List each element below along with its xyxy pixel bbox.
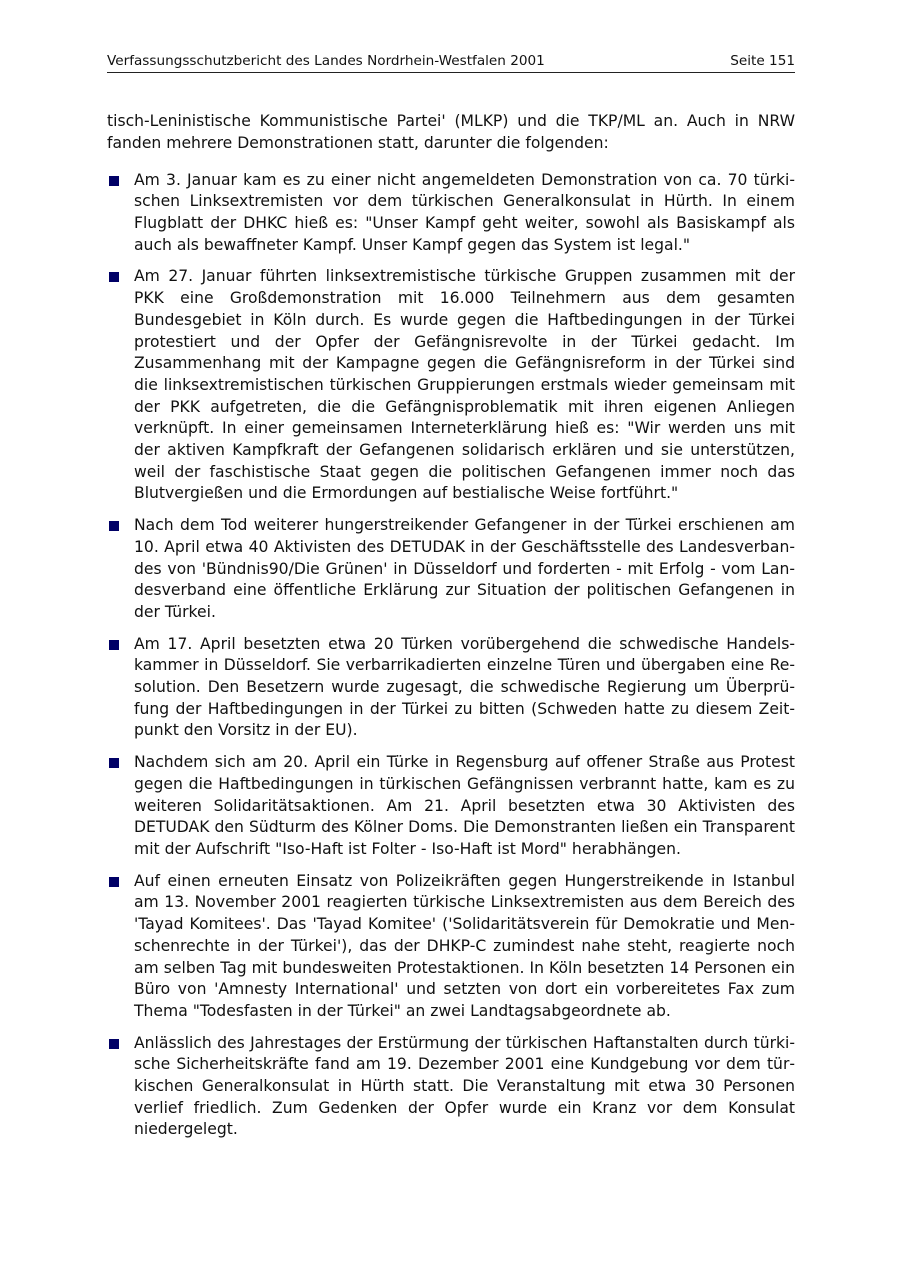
header-title: Verfassungsschutzbericht des Landes Nordrhein-Westfalen 2001 — [107, 53, 545, 69]
event-list — [107, 170, 795, 1142]
list-item-text: Anlässlich des Jahrestages der Erstürmung der türkischen Haftanstalten durch türkische Sicherheitskräfte fand am 19. Dezember 2001 eine Kundgebung vor dem türkischen Generalkonsulat in Hürth statt. Die Veranstaltung mit etwa 30 Personen verlief friedlich. Zum Gedenken der Opfer wurde ein Kranz vor dem Konsulat niedergelegt. — [134, 1033, 795, 1139]
square-bullet-icon — [109, 176, 119, 186]
list-item — [107, 1033, 795, 1142]
list-item-text: Am 3. Januar kam es zu einer nicht angemeldeten Demonstration von ca. 70 türkischen Linksextremisten vor dem türkischen Generalkonsulat in Hürth. In einem Flugblatt der DHKC hieß es: "Unser Kampf geht weiter, sowohl als Basiskampf als auch als bewaffneter Kampf. Unser Kampf gegen das System ist legal." — [134, 170, 795, 254]
page-number: Seite 151 — [730, 53, 795, 69]
square-bullet-icon — [109, 521, 119, 531]
page-header — [107, 52, 795, 73]
square-bullet-icon — [109, 272, 119, 282]
document-page — [107, 52, 795, 1151]
square-bullet-icon — [109, 758, 119, 768]
list-item — [107, 266, 795, 505]
list-item-text: Am 27. Januar führten linksextremistische türkische Gruppen zusammen mit der PKK eine Großdemonstration mit 16.000 Teilnehmern aus dem gesamten Bundesgebiet in Köln durch. Es wurde gegen die Haftbedingungen in der Türkei protestiert und der Opfer der Gefängnisrevolte in der Türkei gedacht. Im Zusammenhang mit der Kampagne gegen die Gefängnisreform in der Türkei sind die linksextremistischen türkischen Gruppierungen erstmals wieder gemeinsam mit der PKK aufgetreten, die die Gefängnisproblematik mit ihren eigenen Anliegen verknüpft. In einer gemeinsamen Interneterklärung hieß es: "Wir werden uns mit der aktiven Kampfkraft der Gefangenen solidarisch erklären und sie unterstützen, weil der faschistische Staat gegen die politischen Gefangenen immer noch das Blutvergießen und die Ermordungen auf bestialische Weise fortführt." — [134, 267, 795, 503]
intro-paragraph: tisch-Leninistische Kommunistische Partei' (MLKP) und die TKP/ML an. Auch in NRW fanden mehrere Demonstrationen statt, darunter die folgenden: — [107, 112, 795, 152]
list-item-text: Nachdem sich am 20. April ein Türke in Regensburg auf offener Straße aus Protest gegen die Haftbedingungen in türkischen Gefängnissen verbrannt hatte, kam es zu weiteren Solidaritätsaktionen. Am 21. April besetzten etwa 30 Aktivisten des DETUDAK den Südturm des Kölner Doms. Die Demonstranten ließen ein Transparent mit der Aufschrift "Iso-Haft ist Folter - Iso-Haft ist Mord" herabhängen. — [134, 753, 795, 858]
list-item-text: Nach dem Tod weiterer hungerstreikender Gefangener in der Türkei erschienen am 10. April etwa 40 Aktivisten des DETUDAK in der Geschäftsstelle des Landesverbandes von 'Bündnis90/Die Grünen' in Düsseldorf und forderten - mit Erfolg - vom Landesverband eine öffentliche Erklärung zur Situation der politischen Gefangenen in der Türkei. — [134, 516, 795, 621]
square-bullet-icon — [109, 1039, 119, 1049]
list-item — [107, 170, 795, 257]
square-bullet-icon — [109, 640, 119, 650]
list-item-text: Am 17. April besetzten etwa 20 Türken vorübergehend die schwedische Handelskammer in Düsseldorf. Sie verbarrikadierten einzelne Türen und übergaben eine Resolution. Den Besetzern wurde zugesagt, die schwedische Regierung um Überprüfung der Haftbedingungen in der Türkei zu bitten (Schweden hatte zu diesem Zeitpunkt den Vorsitz in der EU). — [134, 634, 795, 740]
list-item — [107, 634, 795, 743]
square-bullet-icon — [109, 877, 119, 887]
list-item — [107, 871, 795, 1023]
list-item-text: Auf einen erneuten Einsatz von Polizeikräften gegen Hungerstreikende in Istanbul am 13. November 2001 reagierten türkische Linksextremisten aus dem Bereich des 'Tayad Komitees'. Das 'Tayad Komitee' ('Solidaritätsverein für Demokratie und Menschenrechte in der Türkei'), das der DHKP-C zumindest nahe steht, reagierte noch am selben Tag mit bundesweiten Protestaktionen. In Köln besetzten 14 Personen ein Büro von 'Amnesty International' und setzten von dort ein vorbereitetes Fax zum Thema "Todesfasten in der Türkei" an zwei Landtagsabgeordnete ab. — [134, 871, 795, 1020]
list-item — [107, 515, 795, 624]
list-item — [107, 752, 795, 861]
